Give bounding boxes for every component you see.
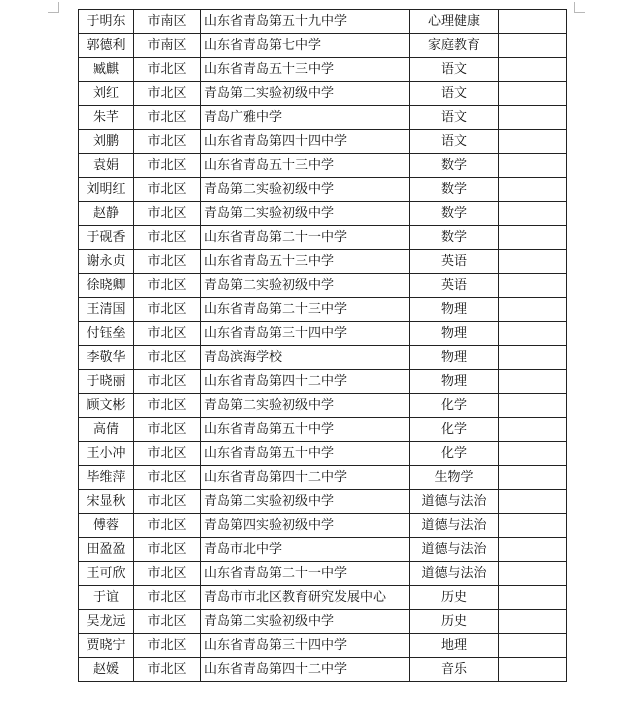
blank-cell xyxy=(499,322,567,346)
name-cell: 毕维萍 xyxy=(79,466,134,490)
district-cell: 市北区 xyxy=(134,202,201,226)
school-cell: 山东省青岛五十三中学 xyxy=(201,154,410,178)
blank-cell xyxy=(499,274,567,298)
subject-cell: 语文 xyxy=(410,82,499,106)
table-row xyxy=(79,394,567,418)
blank-cell xyxy=(499,106,567,130)
name-cell: 傅蓉 xyxy=(79,514,134,538)
table-row xyxy=(79,610,567,634)
subject-cell: 英语 xyxy=(410,274,499,298)
blank-cell xyxy=(499,658,567,682)
subject-cell: 英语 xyxy=(410,250,499,274)
blank-cell xyxy=(499,562,567,586)
name-cell: 臧麒 xyxy=(79,58,134,82)
school-cell: 山东省青岛第三十四中学 xyxy=(201,322,410,346)
blank-cell xyxy=(499,58,567,82)
blank-cell xyxy=(499,610,567,634)
district-cell: 市北区 xyxy=(134,586,201,610)
subject-cell: 语文 xyxy=(410,130,499,154)
table-row xyxy=(79,34,567,58)
blank-cell xyxy=(499,154,567,178)
table-row xyxy=(79,346,567,370)
name-cell: 王小冲 xyxy=(79,442,134,466)
subject-cell: 化学 xyxy=(410,418,499,442)
district-cell: 市北区 xyxy=(134,346,201,370)
school-cell: 青岛第二实验初级中学 xyxy=(201,274,410,298)
district-cell: 市北区 xyxy=(134,442,201,466)
roster-table xyxy=(78,9,567,682)
blank-cell xyxy=(499,34,567,58)
name-cell: 徐晓卿 xyxy=(79,274,134,298)
blank-cell xyxy=(499,226,567,250)
subject-cell: 语文 xyxy=(410,58,499,82)
roster-body xyxy=(79,10,567,682)
table-row xyxy=(79,178,567,202)
name-cell: 朱芊 xyxy=(79,106,134,130)
district-cell: 市北区 xyxy=(134,538,201,562)
school-cell: 山东省青岛五十三中学 xyxy=(201,58,410,82)
name-cell: 赵静 xyxy=(79,202,134,226)
district-cell: 市南区 xyxy=(134,10,201,34)
district-cell: 市北区 xyxy=(134,226,201,250)
name-cell: 刘明红 xyxy=(79,178,134,202)
district-cell: 市北区 xyxy=(134,82,201,106)
blank-cell xyxy=(499,178,567,202)
district-cell: 市北区 xyxy=(134,154,201,178)
school-cell: 青岛第二实验初级中学 xyxy=(201,610,410,634)
name-cell: 于砚香 xyxy=(79,226,134,250)
school-cell: 青岛第二实验初级中学 xyxy=(201,202,410,226)
school-cell: 青岛第二实验初级中学 xyxy=(201,178,410,202)
subject-cell: 数学 xyxy=(410,154,499,178)
school-cell: 青岛广雅中学 xyxy=(201,106,410,130)
blank-cell xyxy=(499,418,567,442)
page-corner-mark-left xyxy=(48,2,59,13)
school-cell: 山东省青岛五十三中学 xyxy=(201,250,410,274)
table-row xyxy=(79,298,567,322)
subject-cell: 化学 xyxy=(410,442,499,466)
blank-cell xyxy=(499,634,567,658)
table-row xyxy=(79,634,567,658)
table-row xyxy=(79,562,567,586)
subject-cell: 道德与法治 xyxy=(410,538,499,562)
subject-cell: 语文 xyxy=(410,106,499,130)
school-cell: 青岛市北中学 xyxy=(201,538,410,562)
district-cell: 市北区 xyxy=(134,178,201,202)
district-cell: 市北区 xyxy=(134,514,201,538)
subject-cell: 道德与法治 xyxy=(410,514,499,538)
district-cell: 市北区 xyxy=(134,322,201,346)
name-cell: 王可欣 xyxy=(79,562,134,586)
blank-cell xyxy=(499,442,567,466)
district-cell: 市北区 xyxy=(134,250,201,274)
school-cell: 山东省青岛第五十中学 xyxy=(201,442,410,466)
district-cell: 市北区 xyxy=(134,274,201,298)
school-cell: 青岛滨海学校 xyxy=(201,346,410,370)
name-cell: 赵媛 xyxy=(79,658,134,682)
school-cell: 山东省青岛第二十一中学 xyxy=(201,562,410,586)
school-cell: 青岛第四实验初级中学 xyxy=(201,514,410,538)
table-row xyxy=(79,538,567,562)
school-cell: 青岛第二实验初级中学 xyxy=(201,394,410,418)
name-cell: 刘鹏 xyxy=(79,130,134,154)
district-cell: 市南区 xyxy=(134,34,201,58)
table-row xyxy=(79,658,567,682)
school-cell: 山东省青岛第三十四中学 xyxy=(201,634,410,658)
district-cell: 市北区 xyxy=(134,610,201,634)
name-cell: 田盈盈 xyxy=(79,538,134,562)
subject-cell: 历史 xyxy=(410,610,499,634)
table-row xyxy=(79,466,567,490)
name-cell: 于晓丽 xyxy=(79,370,134,394)
blank-cell xyxy=(499,538,567,562)
blank-cell xyxy=(499,346,567,370)
school-cell: 山东省青岛第七中学 xyxy=(201,34,410,58)
table-row xyxy=(79,274,567,298)
name-cell: 郭德利 xyxy=(79,34,134,58)
table-row xyxy=(79,82,567,106)
name-cell: 贾晓宁 xyxy=(79,634,134,658)
table-row xyxy=(79,370,567,394)
blank-cell xyxy=(499,202,567,226)
subject-cell: 道德与法治 xyxy=(410,562,499,586)
name-cell: 顾文彬 xyxy=(79,394,134,418)
school-cell: 山东省青岛第五十中学 xyxy=(201,418,410,442)
subject-cell: 地理 xyxy=(410,634,499,658)
page-corner-mark-right xyxy=(574,2,585,13)
name-cell: 付钰垒 xyxy=(79,322,134,346)
subject-cell: 家庭教育 xyxy=(410,34,499,58)
table-row xyxy=(79,226,567,250)
district-cell: 市北区 xyxy=(134,106,201,130)
district-cell: 市北区 xyxy=(134,658,201,682)
name-cell: 宋显秋 xyxy=(79,490,134,514)
blank-cell xyxy=(499,10,567,34)
district-cell: 市北区 xyxy=(134,490,201,514)
name-cell: 李敬华 xyxy=(79,346,134,370)
subject-cell: 物理 xyxy=(410,370,499,394)
subject-cell: 数学 xyxy=(410,202,499,226)
name-cell: 于谊 xyxy=(79,586,134,610)
subject-cell: 心理健康 xyxy=(410,10,499,34)
table-row xyxy=(79,418,567,442)
table-row xyxy=(79,58,567,82)
subject-cell: 物理 xyxy=(410,346,499,370)
subject-cell: 历史 xyxy=(410,586,499,610)
subject-cell: 数学 xyxy=(410,178,499,202)
school-cell: 山东省青岛第二十三中学 xyxy=(201,298,410,322)
district-cell: 市北区 xyxy=(134,418,201,442)
school-cell: 青岛第二实验初级中学 xyxy=(201,490,410,514)
school-cell: 山东省青岛第四十二中学 xyxy=(201,658,410,682)
name-cell: 谢永贞 xyxy=(79,250,134,274)
district-cell: 市北区 xyxy=(134,370,201,394)
school-cell: 山东省青岛第四十二中学 xyxy=(201,370,410,394)
subject-cell: 生物学 xyxy=(410,466,499,490)
table-row xyxy=(79,514,567,538)
table-row xyxy=(79,586,567,610)
table-row xyxy=(79,250,567,274)
table-row xyxy=(79,106,567,130)
blank-cell xyxy=(499,130,567,154)
blank-cell xyxy=(499,370,567,394)
subject-cell: 物理 xyxy=(410,298,499,322)
school-cell: 山东省青岛第五十九中学 xyxy=(201,10,410,34)
name-cell: 吴龙远 xyxy=(79,610,134,634)
district-cell: 市北区 xyxy=(134,466,201,490)
blank-cell xyxy=(499,82,567,106)
table-row xyxy=(79,130,567,154)
table-row xyxy=(79,154,567,178)
subject-cell: 数学 xyxy=(410,226,499,250)
district-cell: 市北区 xyxy=(134,562,201,586)
table-row xyxy=(79,442,567,466)
district-cell: 市北区 xyxy=(134,58,201,82)
school-cell: 青岛市市北区教育研究发展中心 xyxy=(201,586,410,610)
subject-cell: 音乐 xyxy=(410,658,499,682)
blank-cell xyxy=(499,298,567,322)
school-cell: 青岛第二实验初级中学 xyxy=(201,82,410,106)
blank-cell xyxy=(499,466,567,490)
table-row xyxy=(79,322,567,346)
subject-cell: 道德与法治 xyxy=(410,490,499,514)
school-cell: 山东省青岛第四十二中学 xyxy=(201,466,410,490)
subject-cell: 物理 xyxy=(410,322,499,346)
blank-cell xyxy=(499,514,567,538)
district-cell: 市北区 xyxy=(134,394,201,418)
name-cell: 袁娟 xyxy=(79,154,134,178)
blank-cell xyxy=(499,394,567,418)
table-row xyxy=(79,10,567,34)
blank-cell xyxy=(499,490,567,514)
table-row xyxy=(79,490,567,514)
blank-cell xyxy=(499,250,567,274)
name-cell: 于明东 xyxy=(79,10,134,34)
district-cell: 市北区 xyxy=(134,634,201,658)
school-cell: 山东省青岛第二十一中学 xyxy=(201,226,410,250)
blank-cell xyxy=(499,586,567,610)
name-cell: 王清国 xyxy=(79,298,134,322)
name-cell: 刘红 xyxy=(79,82,134,106)
district-cell: 市北区 xyxy=(134,130,201,154)
table-row xyxy=(79,202,567,226)
name-cell: 高倩 xyxy=(79,418,134,442)
school-cell: 山东省青岛第四十四中学 xyxy=(201,130,410,154)
subject-cell: 化学 xyxy=(410,394,499,418)
district-cell: 市北区 xyxy=(134,298,201,322)
